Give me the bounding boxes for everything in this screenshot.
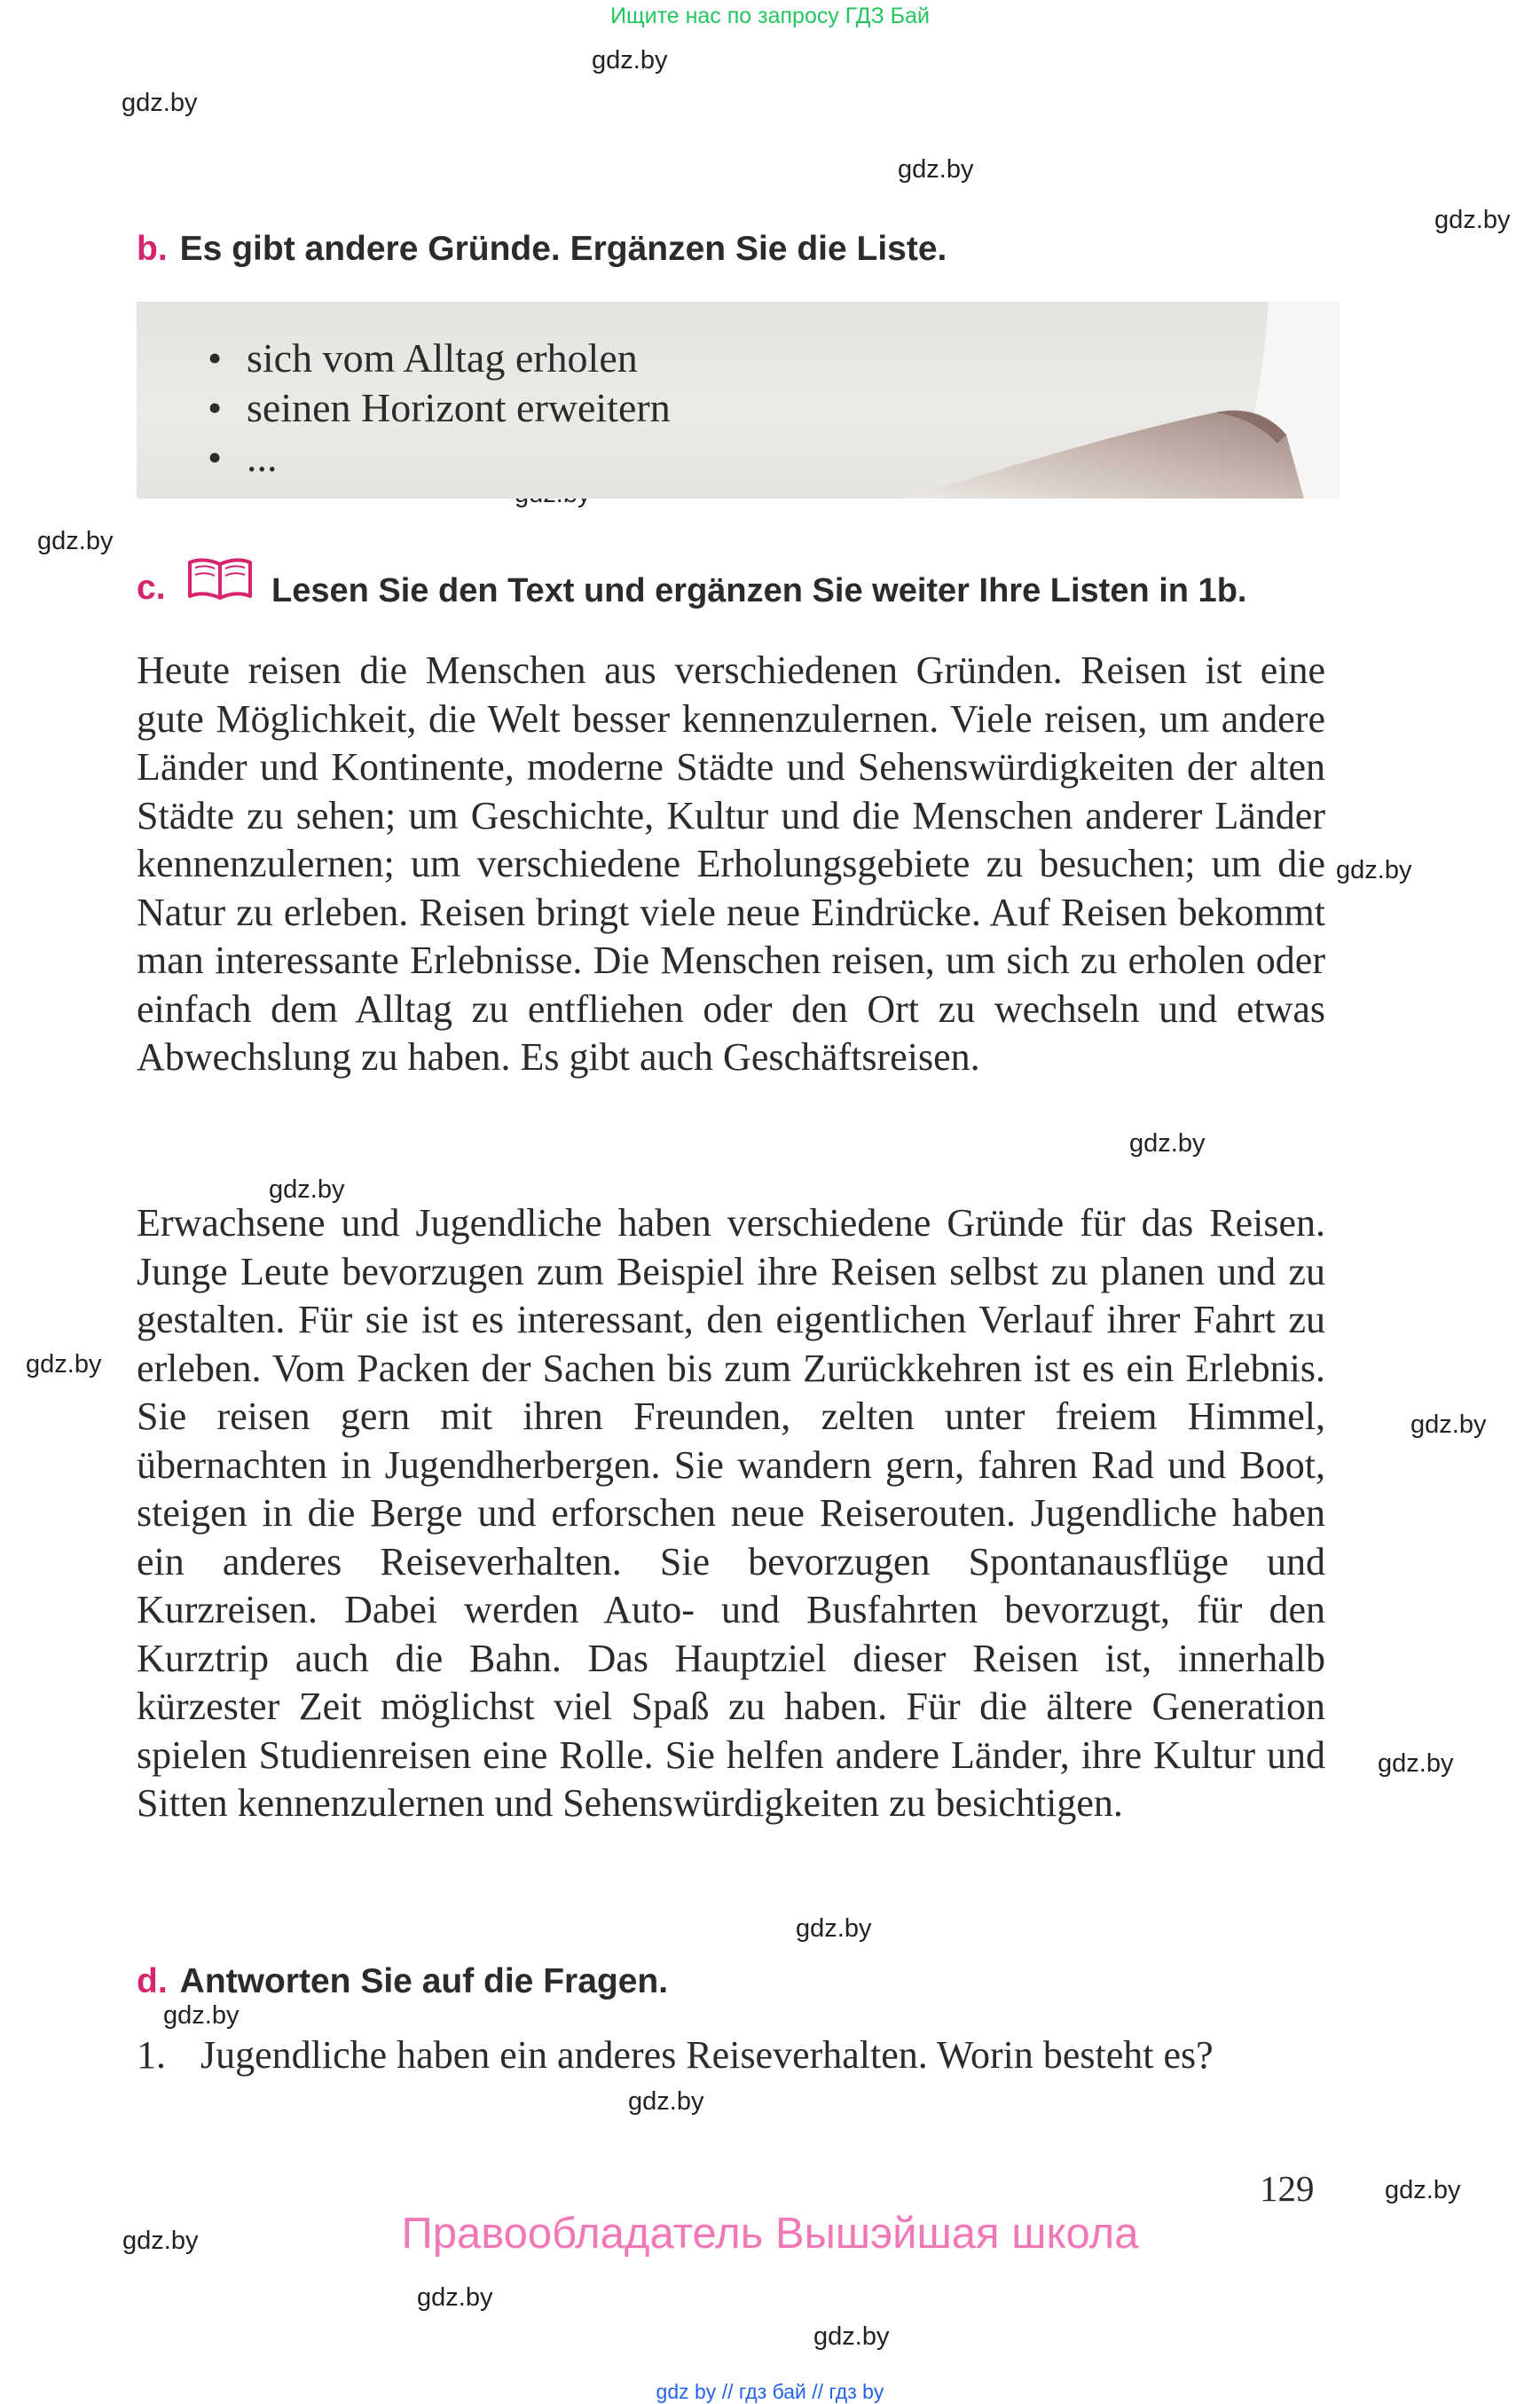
question-item [137,2031,1325,2079]
watermark: gdz.by [1410,1410,1487,1439]
list-item: • seinen Horizont erweitern [208,383,671,433]
watermark: gdz.by [1129,1129,1206,1158]
task-d-heading [137,1962,668,2001]
watermark: gdz.by [813,2322,890,2351]
top-banner: Ищите нас по запросу ГДЗ Бай [610,4,930,28]
watermark: gdz.by [1336,856,1412,884]
text-paragraph: Heute reisen die Menschen aus verschiedenen Gründen. Reisen ist eine gute Möglichkeit, die Welt besser kennenzulernen. Viele reisen, um andere Länder und Kontinente, moderne Städte und Sehenswürdigkeiten der alten Städte zu sehen; um Geschichte, Kultur und die Menschen anderer Länder kennenzulernen; um verschiedene Erholungsgebiete zu besuchen; um die Natur zu erleben. Reisen bringt viele neue Eindrücke. Auf Reisen bekommt man interessante Erlebnisse. Die Menschen reisen, um sich zu erholen oder einfach dem Alltag zu entfliehen oder den Ort zu wechseln und etwas Abwechslung zu haben. Es gibt auch Geschäftsreisen. [137,648,1325,1079]
reason-list [208,334,671,483]
watermark: gdz.by [122,89,198,117]
note-card [137,302,1340,499]
list-item: • sich vom Alltag erholen [208,334,671,383]
watermark: gdz.by [26,1350,102,1379]
task-c-heading [137,569,178,608]
watermark: gdz.by [163,2001,240,2030]
text-paragraph: Erwachsene und Jugendliche haben verschiedene Gründe für das Reisen. Junge Leute bevorzugen zum Beispiel ihre Reisen selbst zu planen und zu gestalten. Für sie ist es interessant, den eigentlichen Verlauf ihrer Fahrt zu erleben. Vom Packen der Sachen bis zum Zurückkehren ist es ein Erlebnis. Sie reisen gern mit ihren Freunden, zelten unter freiem Himmel, übernachten in Jugendherbergen. Sie wandern gern, fahren Rad und Boot, steigen in die Berge und erforschen neue Reiserouten. Jugendliche haben ein anderes Reiseverhalten. Sie bevorzugen Spontanausflüge und Kurzreisen. Dabei werden Auto- und Busfahrten bevorzugt, für den Kurztrip auch die Bahn. Das Hauptziel dieser Reisen ist, innerhalb kürzester Zeit möglichst viel Spaß zu haben. Für die ältere Generation spielen Studienreisen eine Rolle. Sie helfen andere Länder, ihre Kultur und Sitten kennenzulernen und Sehenswürdigkeiten zu besichtigen. [137,1201,1325,1825]
watermark: gdz.by [37,527,114,555]
watermark: gdz.by [1378,1749,1454,1778]
watermark: gdz.by [796,1914,872,1943]
task-letter: c. [137,569,166,607]
question-number: 1. [137,2033,166,2077]
list-item: • ... [208,433,671,483]
page-curl-icon [843,302,1340,499]
question-text: Jugendliche haben ein anderes Reiseverhalten. Worin besteht es? [200,2033,1214,2077]
watermark: gdz.by [122,2227,199,2255]
watermark: gdz.by [1434,206,1511,234]
task-c-instruction: Lesen Sie den Text und ergänzen Sie weiter Ihre Listen in 1b. [271,572,1247,609]
watermark: gdz.by [269,1175,345,1204]
bottom-links[interactable]: gdz by // гдз бай // гдз by [656,2380,884,2403]
task-instruction: Antworten Sie auf die Fragen. [179,1962,669,2000]
watermark: gdz.by [417,2283,493,2312]
watermark: gdz.by [628,2087,704,2116]
copyright-footer: Правообладатель Вышэйшая школа [401,2210,1139,2258]
watermark: gdz.by [592,46,668,75]
open-book-icon [186,554,254,603]
task-letter: d. [137,1962,168,2000]
task-letter: b. [137,230,168,268]
task-instruction: Es gibt andere Gründe. Ergänzen Sie die Liste. [179,230,947,268]
task-b-heading [137,230,947,269]
watermark: gdz.by [898,155,974,184]
watermark: gdz.by [1385,2176,1461,2204]
page-number: 129 [1260,2168,1315,2209]
